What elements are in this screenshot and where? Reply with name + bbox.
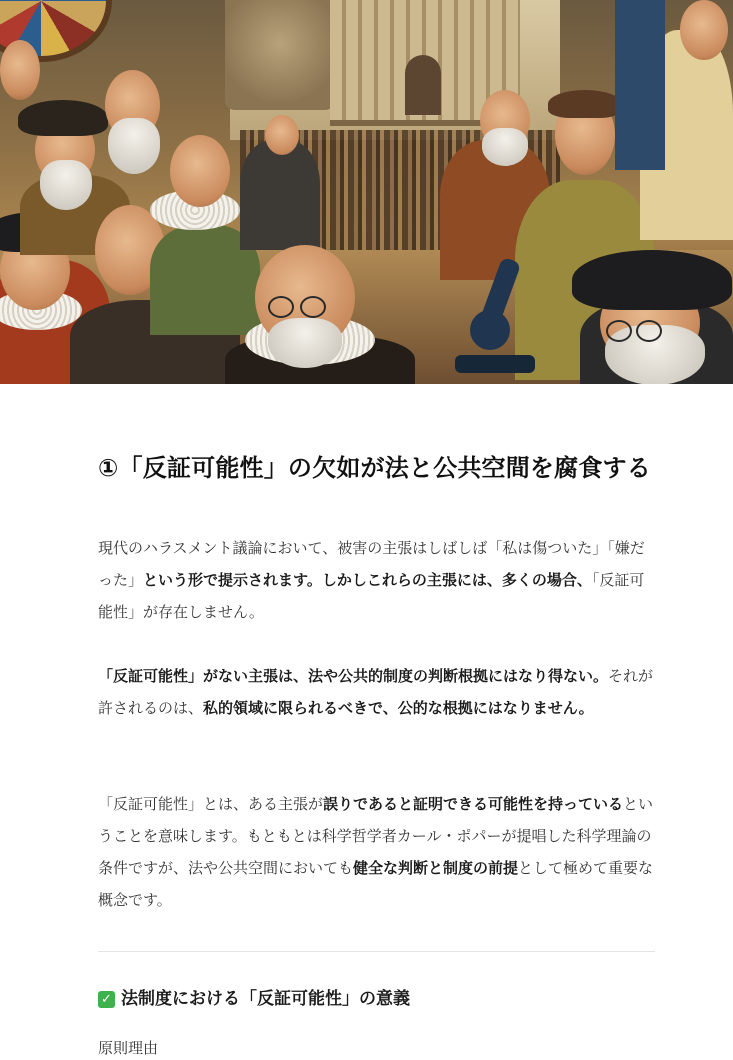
- hero-figure-robe: [240, 140, 320, 250]
- subsection-heading: [98, 984, 410, 1014]
- paragraph-text: として極めて重要な概念です。: [98, 859, 654, 909]
- heading-text: 「反証可能性」の欠如が法と公共空間を腐食する: [118, 454, 651, 482]
- microscope-icon: [470, 310, 510, 350]
- paragraph-text: 現代のハラスメント議論において、被害の主張はしばしば「私は傷ついた」「嫌だった」: [98, 539, 645, 589]
- hero-figure-beard: [482, 128, 528, 166]
- paragraph-text: 「反証可能性」が存在しません。: [98, 571, 645, 621]
- hero-figure-cloak: [615, 0, 665, 170]
- hero-glasses-icon: [268, 296, 294, 318]
- hero-figure-hat: [572, 250, 732, 310]
- hero-dome: [225, 0, 335, 110]
- paragraph-bold-text: 誤りであると証明できる可能性を持っている: [323, 795, 624, 813]
- hero-figure-hat: [18, 100, 108, 136]
- hero-image: [0, 0, 733, 384]
- subsection-heading-text: 法制度における「反証可能性」の意義: [121, 989, 410, 1009]
- section-heading: [98, 450, 655, 486]
- paragraph-bold-text: 健全な判断と制度の前提: [353, 859, 519, 877]
- heading-number-marker: ①: [98, 454, 119, 482]
- paragraph-bold-text: という形で提示されます。しかしこれらの主張には、多くの場合、: [143, 571, 592, 589]
- hero-figure-face: [680, 0, 728, 60]
- microscope-icon: [455, 355, 535, 373]
- hero-glasses-icon: [606, 320, 632, 342]
- hero-figure-hair: [548, 90, 622, 118]
- reason-label: 原則理由: [98, 1039, 159, 1057]
- hero-figure-face: [0, 40, 40, 100]
- paragraph-text: ということを意味します。もともとは科学哲学者カール・ポパーが提唱した科学理論の条件ですが、法や公共空間においても: [98, 795, 654, 877]
- hero-figure-face: [170, 135, 230, 207]
- section-divider: [98, 951, 655, 952]
- hero-glasses-icon: [300, 296, 326, 318]
- paragraph-3: [98, 788, 655, 916]
- paragraph-text: 「反証可能性」とは、ある主張が: [98, 795, 324, 813]
- paragraph-bold-text: 「反証可能性」がない主張は、法や公共的制度の判断根拠にはなり得ない。: [98, 667, 609, 685]
- paragraph-text: それが許されるのは、: [98, 667, 654, 717]
- hero-cathedral-door: [405, 55, 441, 115]
- hero-figure-beard: [108, 118, 160, 174]
- paragraph-2: [98, 660, 655, 724]
- hero-figure-beard: [268, 318, 342, 368]
- hero-figure-face: [265, 115, 299, 155]
- paragraph-1: [98, 532, 655, 628]
- hero-figure-beard: [40, 160, 92, 210]
- hero-glasses-icon: [636, 320, 662, 342]
- paragraph-bold-text: 私的領域に限られるべきで、公的な根拠にはなりません。: [203, 699, 594, 717]
- check-mark-icon: ✓: [98, 991, 115, 1008]
